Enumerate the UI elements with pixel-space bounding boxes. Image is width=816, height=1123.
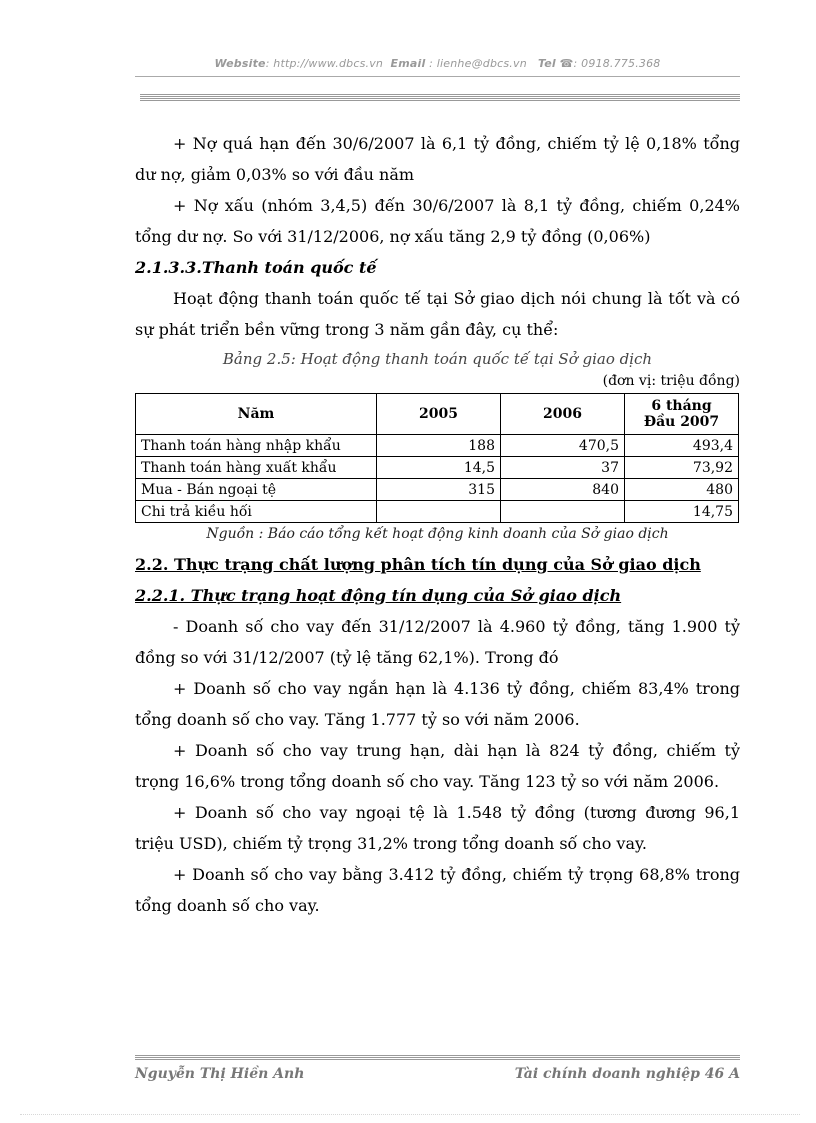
cell-value: 73,92 — [625, 457, 739, 479]
cell-value — [501, 501, 625, 523]
row-label: Mua - Bán ngoại tệ — [136, 479, 377, 501]
footer-divider-bar — [135, 1055, 740, 1060]
cell-value: 480 — [625, 479, 739, 501]
header-2006: 2006 — [501, 394, 625, 435]
website-label: Website — [214, 57, 266, 70]
website-value: : http://www.dbcs.vn — [265, 57, 384, 70]
paragraph-vnd: + Doanh số cho vay bằng 3.412 tỷ đồng, chiếm tỷ trọng 68,8% trong tổng doanh số cho vay. — [135, 865, 740, 915]
footer-author: Nguyễn Thị Hiền Anh — [135, 1066, 305, 1082]
heading-section-2-2-1: 2.2.1. Thực trạng hoạt động tín dụng của Sở giao dịch — [135, 586, 622, 605]
header-2005: 2005 — [377, 394, 501, 435]
cell-value: 188 — [377, 435, 501, 457]
row-label: Thanh toán hàng xuất khẩu — [136, 457, 377, 479]
cell-value: 37 — [501, 457, 625, 479]
cell-value — [377, 501, 501, 523]
header-year: Năm — [136, 394, 377, 435]
page-header — [135, 57, 740, 70]
paragraph-intro: Hoạt động thanh toán quốc tế tại Sở giao dịch nói chung là tốt và có sự phát triển bền vững trong 3 năm gần đây, cụ thể: — [135, 289, 740, 339]
email-value: : lienhe@dbcs.vn — [429, 57, 527, 70]
header-early-2007: Đầu 2007 — [643, 414, 720, 430]
table-source: Nguồn : Báo cáo tổng kết hoạt động kinh doanh của Sở giao dịch — [206, 526, 669, 542]
page-bottom-dotted-line — [20, 1114, 800, 1115]
header-6-months: 6 tháng — [651, 398, 712, 414]
footer-class: Tài chính doanh nghiệp 46 A — [514, 1066, 740, 1082]
cell-value: 840 — [501, 479, 625, 501]
row-label: Chi trả kiều hối — [136, 501, 377, 523]
tel-label: Tel — [537, 57, 556, 70]
table-header-row — [136, 394, 739, 435]
paragraph-short-term: + Doanh số cho vay ngắn hạn là 4.136 tỷ đồng, chiếm 83,4% trong tổng doanh số cho vay. Tăng 1.777 tỷ so với năm 2006. — [135, 679, 740, 729]
table-row — [136, 501, 739, 523]
row-label: Thanh toán hàng nhập khẩu — [136, 435, 377, 457]
table-row — [136, 479, 739, 501]
cell-value: 14,75 — [625, 501, 739, 523]
paragraph-foreign-currency: + Doanh số cho vay ngoại tệ là 1.548 tỷ đồng (tương đương 96,1 triệu USD), chiếm tỷ trọng 31,2% trong tổng doanh số cho vay. — [135, 803, 740, 853]
tel-value: : 0918.775.368 — [573, 57, 661, 70]
header-divider-bar — [140, 94, 740, 101]
page-content — [135, 128, 740, 921]
cell-value: 14,5 — [377, 457, 501, 479]
cell-value: 470,5 — [501, 435, 625, 457]
international-payment-table — [135, 393, 739, 523]
table-unit: (đơn vị: triệu đồng) — [602, 373, 740, 389]
paragraph-overdue-debt: + Nợ quá hạn đến 30/6/2007 là 6,1 tỷ đồng, chiếm tỷ lệ 0,18% tổng dư nợ, giảm 0,03% so với đầu năm — [135, 134, 740, 184]
phone-icon: ☎ — [559, 57, 574, 70]
paragraph-medium-long-term: + Doanh số cho vay trung hạn, dài hạn là 824 tỷ đồng, chiếm tỷ trọng 16,6% trong tổng doanh số cho vay. Tăng 123 tỷ so với năm 2006. — [135, 741, 740, 791]
heading-section-2-2: 2.2. Thực trạng chất lượng phân tích tín dụng của Sở giao dịch — [135, 555, 701, 574]
paragraph-total-loans: - Doanh số cho vay đến 31/12/2007 là 4.960 tỷ đồng, tăng 1.900 tỷ đồng so với 31/12/2007 (tỷ lệ tăng 62,1%). Trong đó — [135, 617, 740, 667]
heading-international-payment: 2.1.3.3.Thanh toán quốc tế — [135, 258, 377, 277]
table-row — [136, 457, 739, 479]
cell-value: 493,4 — [625, 435, 739, 457]
table-caption: Bảng 2.5: Hoạt động thanh toán quốc tế tại Sở giao dịch — [222, 350, 653, 368]
cell-value: 315 — [377, 479, 501, 501]
header-2007-h1 — [625, 394, 739, 435]
header-divider-line — [135, 76, 740, 77]
paragraph-bad-debt: + Nợ xấu (nhóm 3,4,5) đến 30/6/2007 là 8,1 tỷ đồng, chiếm 0,24% tổng dư nợ. So với 31/12/2006, nợ xấu tăng 2,9 tỷ đồng (0,06%) — [135, 196, 740, 246]
email-label: Email — [390, 57, 426, 70]
table-row — [136, 435, 739, 457]
